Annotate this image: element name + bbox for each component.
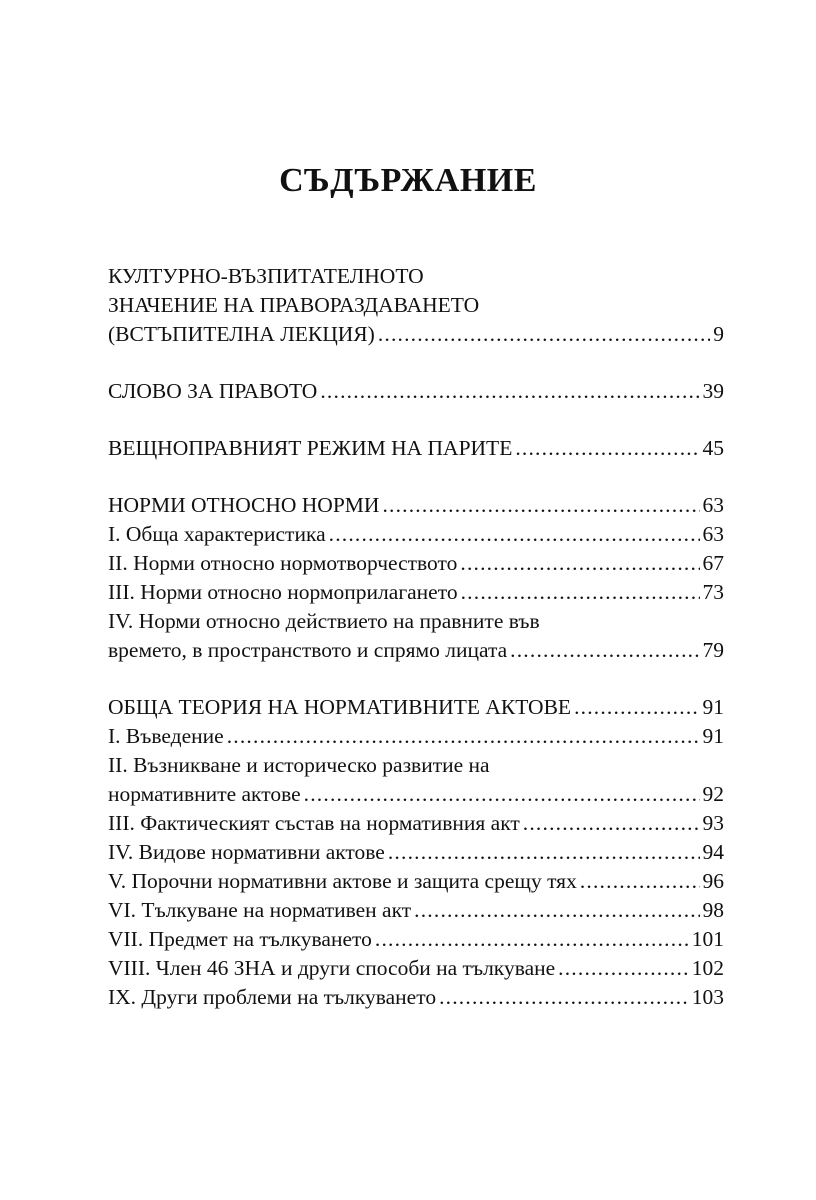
toc-entry-line [108,954,724,983]
toc-entry-line [108,434,724,463]
toc-entry-title: КУЛТУРНО-ВЪЗПИТАТЕЛНОТО [108,264,424,288]
toc-page-number: 91 [702,724,724,748]
toc-entry [108,377,724,406]
toc-page-number: 102 [691,956,724,980]
toc-page-number: 79 [702,638,724,662]
toc-entry-title: VII. Предмет на тълкуването [108,927,372,951]
toc-entry [108,607,724,665]
toc-entry-line [108,320,724,349]
toc-page-number: 45 [702,436,724,460]
toc-dot-leader [574,693,699,722]
toc-entry [108,838,724,867]
toc-section [108,491,724,665]
toc-entry-title: ЗНАЧЕНИЕ НА ПРАВОРАЗДАВАНЕТО [108,293,480,317]
toc-dot-leader [329,520,700,549]
toc-entry-title: IV. Видове нормативни актове [108,840,385,864]
toc-entry-title: III. Фактическият състав на нормативния акт [108,811,520,835]
toc-entry [108,434,724,463]
toc-dot-leader [580,867,700,896]
toc-page-number: 94 [702,840,724,864]
toc-entry-line [108,262,724,291]
toc-entry-line [108,693,724,722]
toc-dot-leader [558,954,689,983]
toc-dot-leader [320,377,699,406]
toc-entry [108,693,724,722]
toc-page-number: 96 [702,869,724,893]
toc-page-number: 93 [702,811,724,835]
toc-entry-title: I. Въведение [108,724,224,748]
toc-dot-leader [414,896,699,925]
toc-dot-leader [388,838,700,867]
toc-entry-title: СЛОВО ЗА ПРАВОТО [108,379,318,403]
toc-entry [108,867,724,896]
toc-page-number: 63 [702,522,724,546]
toc-entry-line [108,291,724,320]
toc-entry [108,520,724,549]
toc-entry-title: II. Норми относно нормотворчеството [108,551,458,575]
toc-section [108,262,724,349]
toc-entry-title: III. Норми относно нормоприлагането [108,580,458,604]
toc-dot-leader [510,636,699,665]
toc-entry-title: времето, в пространството и спрямо лицата [108,638,508,662]
toc-page-number: 9 [713,322,724,346]
toc-dot-leader [304,780,700,809]
toc-dot-leader [382,491,699,520]
toc-page-number: 91 [702,695,724,719]
toc-entry-line [108,867,724,896]
toc-entry-line [108,377,724,406]
toc-entry [108,549,724,578]
toc-entry-line [108,780,724,809]
toc-entry-title: ВЕЩНОПРАВНИЯТ РЕЖИМ НА ПАРИТЕ [108,436,513,460]
toc-entry-title: V. Порочни нормативни актове и защита срещу тях [108,869,577,893]
toc-entry-line [108,751,724,780]
toc-dot-leader [378,320,710,349]
toc-entry-title: (ВСТЪПИТЕЛНА ЛЕКЦИЯ) [108,322,375,346]
toc-entry-line [108,722,724,751]
toc-entry-line [108,809,724,838]
toc-entry-title: IV. Норми относно действието на правните във [108,609,540,633]
toc-entry-line [108,520,724,549]
page-title: СЪДЪРЖАНИЕ [279,162,537,199]
toc-entry-title: нормативните актове [108,782,301,806]
toc-page-number: 73 [702,580,724,604]
toc-section [108,377,724,406]
toc-entry-title: I. Обща характеристика [108,522,326,546]
toc-entry-line [108,549,724,578]
toc-entry [108,491,724,520]
toc-entry-line [108,983,724,1012]
toc-entry [108,578,724,607]
toc-page-number: 63 [702,493,724,517]
toc-page-number: 101 [691,927,724,951]
toc-dot-leader [227,722,700,751]
toc-entry-line [108,578,724,607]
toc-entry-line [108,838,724,867]
toc-entry [108,262,724,349]
toc-entry-line [108,925,724,954]
toc-page-number: 39 [702,379,724,403]
toc-entry [108,954,724,983]
toc-dot-leader [460,549,699,578]
toc-entry [108,925,724,954]
toc-dot-leader [439,983,689,1012]
toc-entry-title: ОБЩА ТЕОРИЯ НА НОРМАТИВНИТЕ АКТОВЕ [108,695,572,719]
toc-dot-leader [461,578,700,607]
toc-section [108,434,724,463]
table-of-contents [108,262,724,1040]
toc-entry-line [108,636,724,665]
toc-page-number: 103 [691,985,724,1009]
toc-entry-line [108,491,724,520]
toc-page-number: 67 [702,551,724,575]
toc-entry-line [108,896,724,925]
toc-entry-line [108,607,724,636]
toc-entry-title: II. Възникване и историческо развитие на [108,753,490,777]
toc-entry [108,983,724,1012]
toc-dot-leader [523,809,700,838]
toc-page-number: 92 [702,782,724,806]
toc-section [108,693,724,1012]
toc-entry-title: НОРМИ ОТНОСНО НОРМИ [108,493,380,517]
toc-entry-title: VIII. Член 46 ЗНА и други способи на тълкуване [108,956,556,980]
toc-page-number: 98 [702,898,724,922]
toc-entry-title: IX. Други проблеми на тълкуването [108,985,437,1009]
toc-entry [108,751,724,809]
toc-entry [108,722,724,751]
toc-dot-leader [375,925,689,954]
toc-entry-title: VI. Тълкуване на нормативен акт [108,898,412,922]
toc-dot-leader [515,434,699,463]
toc-entry [108,809,724,838]
toc-entry [108,896,724,925]
